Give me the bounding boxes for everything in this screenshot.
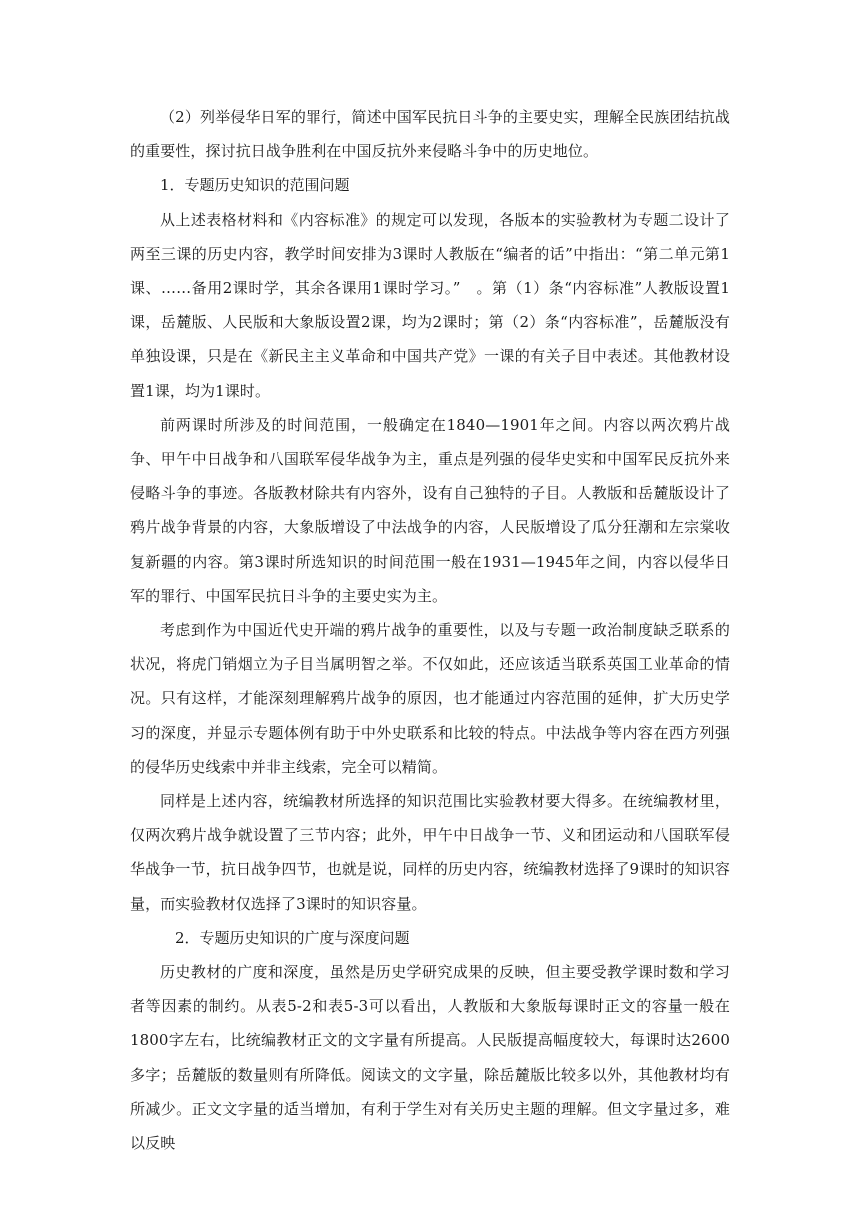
paragraph-textbook-comparison: 同样是上述内容，统编教材所选择的知识范围比实验教材要大得多。在统编教材里，仅两次鸦片战争就设置了三节内容；此外，甲午中日战争一节、义和团运动和八国联军侵华战争一节，抗日战争四节，也就是说，同样的历史内容，统编教材选择了9课时的知识容量，而实验教材仅选择了3课时的知识容量。 [130,792,730,913]
paragraph-objective-2: （2）列举侵华日军的罪行，简述中国军民抗日斗争的主要史实，理解全民族团结抗战的重要性，探讨抗日战争胜利在中国反抗外来侵略斗争中的历史地位。 [130,108,730,161]
paragraph-breadth-depth: 历史教材的广度和深度，虽然是历史学研究成果的反映，但主要受教学课时数和学习者等因素的制约。从表5-2和表5-3可以看出，人教版和大象版每课时正文的容量一般在1800字左右，比统编教材正文的文字量有所提高。人民版提高幅度较大，每课时达2600多字；岳麓版的数量则有所降低。阅读文的文字量，除岳麓版比较多以外，其他教材均有所减少。正文文字量的适当增加，有利于学生对有关历史主题的理解。但文字量过多，难以反映 [130,963,730,1153]
paragraph-opium-war: 考虑到作为中国近代史开端的鸦片战争的重要性，以及与专题一政治制度缺乏联系的状况，将虎门销烟立为子目当属明智之举。不仅如此，还应该适当联系英国工业革命的情况。只有这样，才能深刻理解鸦片战争的原因，也才能通过内容范围的延伸，扩大历史学习的深度，并显示专题体例有助于中外史联系和比较的特点。中法战争等内容在西方列强的侵华历史线索中并非主线索，完全可以精简。 [130,621,730,776]
section-heading-scope: 1．专题历史知识的范围问题 [160,176,350,195]
section-heading-breadth-depth: 2．专题历史知识的广度与深度问题 [175,928,410,947]
paragraph-time-range: 前两课时所涉及的时间范围，一般确定在1840—1901年之间。内容以两次鸦片战争、甲午中日战争和八国联军侵华战争为主，重点是列强的侵华史实和中国军民反抗外来侵略斗争的事迹。各版教材除共有内容外，设有自己独特的子目。人教版和岳麓版设计了鸦片战争背景的内容，大象版增设了中法战争的内容，人民版增设了瓜分狂潮和左宗棠收复新疆的内容。第3课时所选知识的时间范围一般在1931—1945年之间，内容以侵华日军的罪行、中国军民抗日斗争的主要史实为主。 [130,415,730,605]
document-body [130,100,730,1160]
paragraph-scope-intro: 从上述表格材料和《内容标准》的规定可以发现，各版本的实验教材为专题二设计了两至三课的历史内容，教学时间安排为3课时人教版在“编者的话”中指出：“第二单元第1课、……备用2课时学，其余各课用1课时学习。” 。第（1）条“内容标准”人教版设置1课，岳麓版、人民版和大象版设置2课，均为2课时；第（2）条“内容标准”，岳麓版没有单独设课，只是在《新民主主义革命和中国共产党》一课的有关子目中表述。其他教材设置1课，均为1课时。 [130,210,730,400]
